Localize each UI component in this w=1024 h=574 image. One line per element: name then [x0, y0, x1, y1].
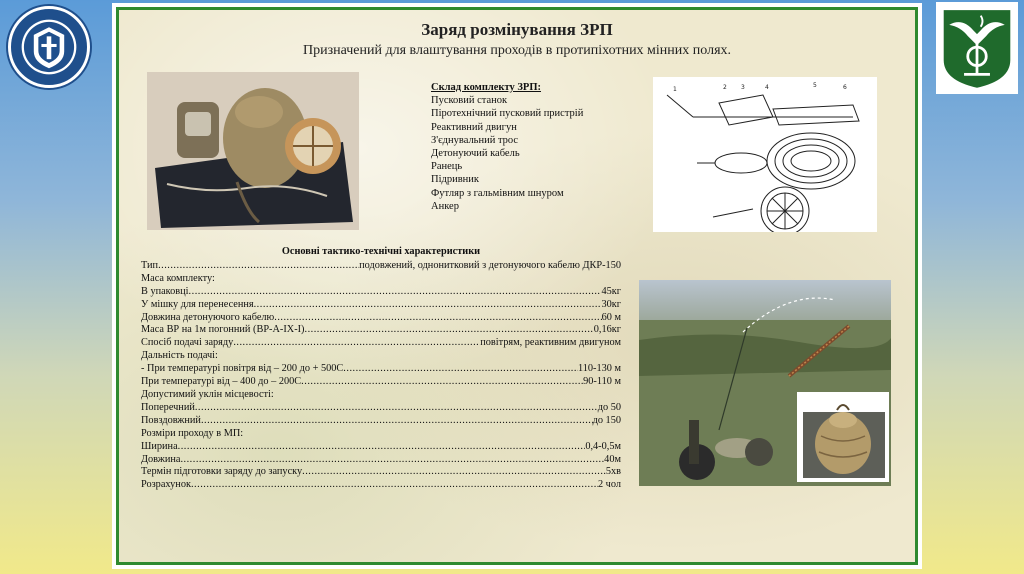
spec-label: Допустимий уклін місцевості: — [141, 388, 274, 400]
svg-text:5: 5 — [813, 82, 817, 89]
spec-dot-leader — [301, 376, 583, 389]
spec-dot-leader — [195, 402, 598, 415]
spec-label: В упаковці — [141, 285, 189, 297]
spec-value: 110-130 м — [577, 363, 621, 375]
spec-value: 90-110 м — [583, 376, 621, 388]
kit-composition — [431, 81, 631, 213]
svg-text:1: 1 — [673, 86, 677, 93]
spec-dot-leader — [180, 454, 604, 467]
spec-value: 0,16кг — [593, 324, 621, 336]
spec-value: 60 м — [601, 311, 621, 323]
spec-dot-leader — [274, 389, 621, 402]
spec-value: 0,4-0,5м — [585, 440, 621, 452]
spec-rows — [141, 260, 621, 492]
spec-row — [141, 466, 621, 479]
spec-value: 30кг — [601, 298, 621, 310]
spec-label: При температурі від – 400 до – 200С — [141, 376, 302, 388]
spec-dot-leader — [178, 441, 586, 454]
spec-value: 45кг — [601, 285, 621, 297]
spec-value: повітрям, реактивним двигуном — [480, 337, 621, 349]
kit-item: Анкер — [431, 200, 459, 212]
spec-label: Розміри проходу в МП: — [141, 427, 244, 439]
spec-label: У мішку для перенесення — [141, 298, 254, 310]
kit-item: З'єднувальний трос — [431, 134, 519, 146]
spec-dot-leader — [233, 337, 480, 350]
kit-item: Пусковий станок — [431, 95, 508, 107]
spec-row — [141, 299, 621, 312]
specs-heading: Основні тактико-технічні характеристики — [281, 246, 481, 257]
spec-dot-leader — [158, 260, 359, 273]
spec-label: Розрахунок — [141, 479, 191, 491]
spec-dot-leader — [218, 350, 621, 363]
spec-label: Поперечний — [141, 401, 195, 413]
university-logo-icon — [8, 6, 90, 88]
spec-label: Дальність подачі: — [141, 350, 218, 362]
spec-label: Маса ВР на 1м погонний (ВР-А-IX-І) — [141, 324, 305, 336]
spec-row — [141, 441, 621, 454]
spec-label: - При температурі повітря від – 200 до + 500С — [141, 363, 344, 375]
kit-item: Реактивний двигун — [431, 121, 517, 133]
spec-row — [141, 428, 621, 441]
spec-label: Термін підготовки заряду до запуску — [141, 466, 303, 478]
railway-emblem-icon — [936, 2, 1018, 94]
svg-text:4: 4 — [765, 84, 769, 91]
spec-label: Маса комплекту: — [141, 272, 215, 284]
slide — [112, 3, 922, 569]
spec-row — [141, 312, 621, 325]
spec-row — [141, 479, 621, 492]
kit-photo — [147, 72, 359, 230]
svg-text:3: 3 — [741, 84, 745, 91]
spec-value: до 150 — [592, 414, 621, 426]
spec-value: 2 чол — [597, 479, 621, 491]
spec-label: Ширина — [141, 440, 178, 452]
spec-dot-leader — [243, 428, 621, 441]
spec-dot-leader — [302, 466, 606, 479]
spec-dot-leader — [191, 479, 598, 492]
spec-row — [141, 389, 621, 402]
spec-dot-leader — [215, 273, 621, 286]
spec-row — [141, 376, 621, 389]
slide-title: Заряд розмінування ЗРП — [421, 20, 613, 39]
slide-subtitle: Призначений для влаштування проходів в протипіхотних мінних полях. — [302, 43, 732, 58]
svg-text:2: 2 — [723, 84, 727, 91]
kit-item: Підривник — [431, 174, 480, 186]
spec-value: подовжений, однонитковий з детонуючого кабелю ДКР-150 — [359, 259, 621, 271]
technical-diagram — [653, 77, 877, 232]
spec-value: 40м — [604, 453, 621, 465]
spec-row — [141, 363, 621, 376]
kit-item: Піротехнічний пусковий пристрій — [431, 108, 584, 120]
spec-row — [141, 415, 621, 428]
spec-label: Довжина — [141, 453, 181, 465]
charge-bag-photo — [797, 392, 889, 482]
spec-dot-leader — [189, 286, 602, 299]
kit-item: Детонуючий кабель — [431, 148, 520, 160]
spec-label: Повздовжний — [141, 414, 201, 426]
kit-heading: Склад комплекту ЗРП: — [431, 82, 541, 93]
specifications — [141, 246, 621, 492]
spec-label: Довжина детонуючого кабелю — [141, 311, 275, 323]
spec-row — [141, 350, 621, 363]
svg-text:6: 6 — [843, 84, 847, 91]
spec-dot-leader — [305, 324, 594, 337]
spec-row — [141, 454, 621, 467]
spec-row — [141, 273, 621, 286]
spec-row — [141, 324, 621, 337]
spec-dot-leader — [274, 312, 601, 325]
spec-row — [141, 286, 621, 299]
kit-item: Ранець — [431, 161, 463, 173]
spec-label: Тип — [141, 259, 159, 271]
spec-row — [141, 337, 621, 350]
spec-value: 5хв — [605, 466, 621, 478]
spec-dot-leader — [254, 299, 602, 312]
kit-item: Футляр з гальмівним шнуром — [431, 187, 564, 199]
spec-value: до 50 — [597, 401, 621, 413]
spec-label: Спосіб подачі заряду — [141, 337, 234, 349]
spec-dot-leader — [201, 415, 593, 428]
slide-frame — [116, 7, 918, 565]
spec-row — [141, 402, 621, 415]
spec-row — [141, 260, 621, 273]
spec-dot-leader — [343, 363, 578, 376]
